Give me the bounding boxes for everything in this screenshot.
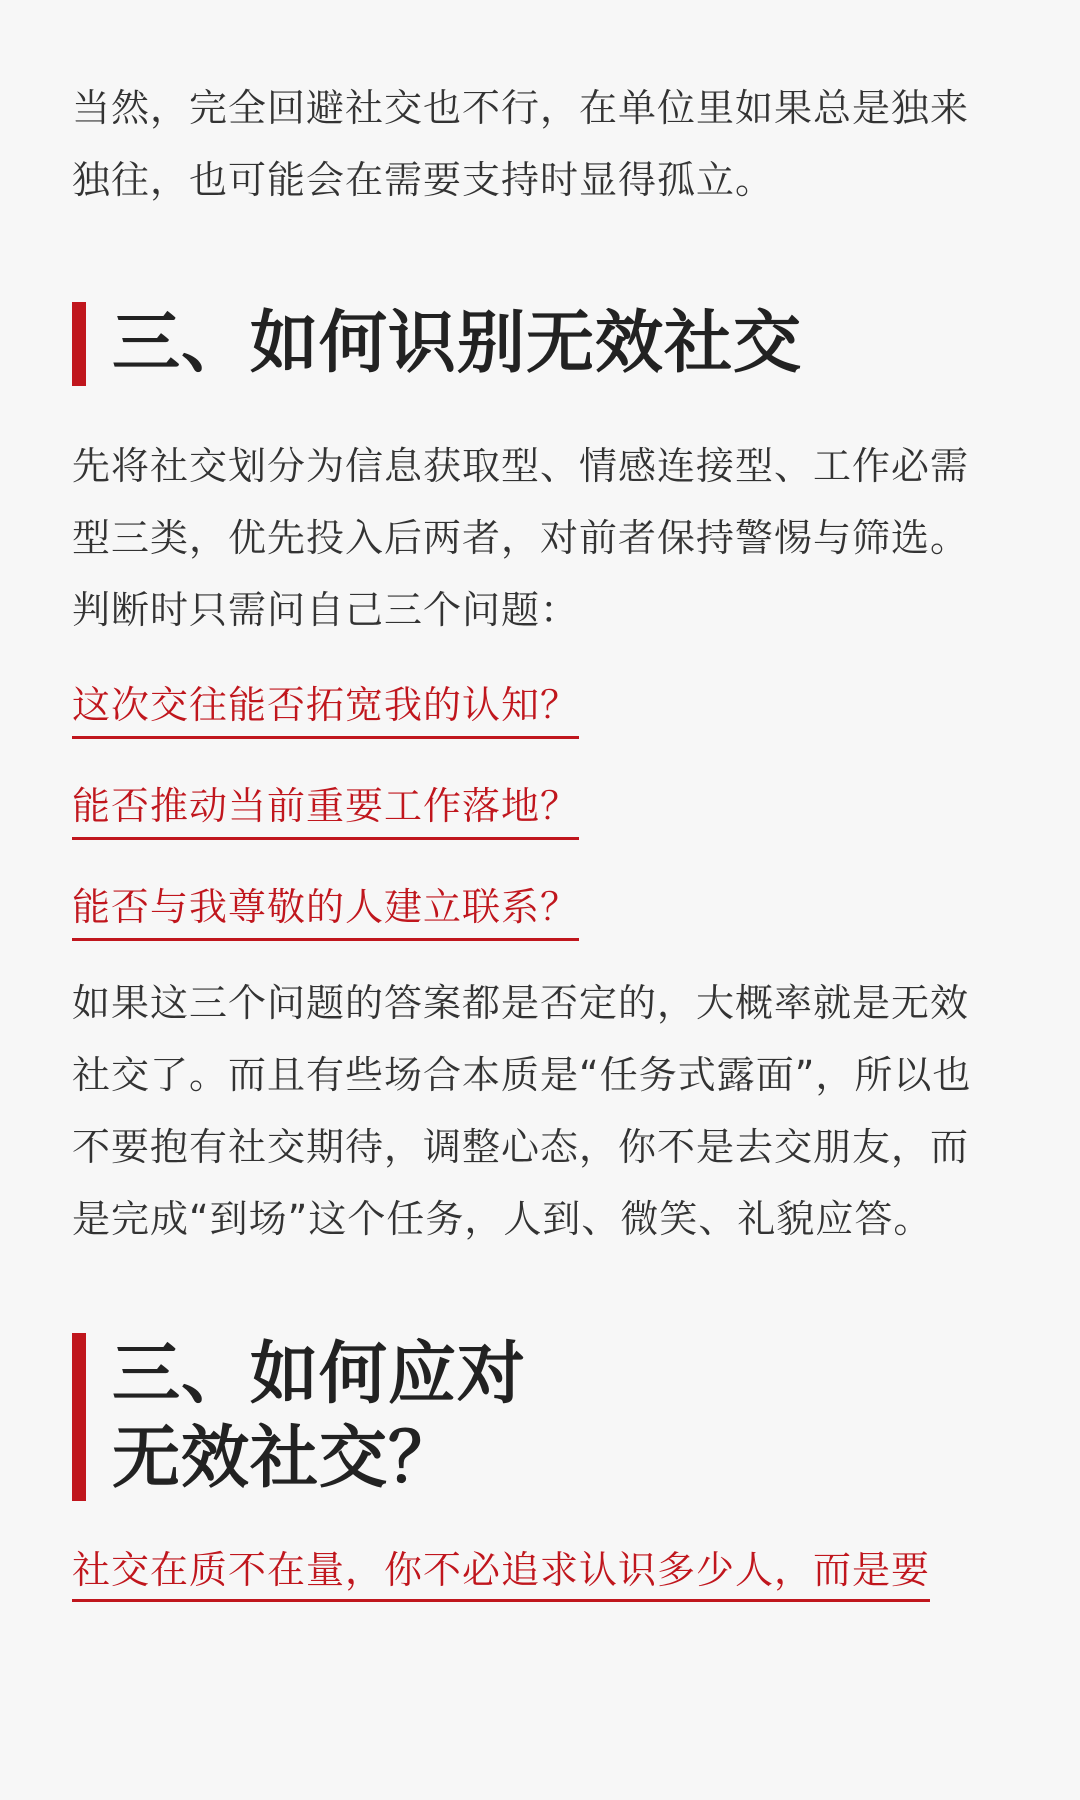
heading-accent-bar <box>72 1333 86 1501</box>
highlight-sentence: 社交在质不在量，你不必追求认识多少人，而是要 <box>72 1541 930 1602</box>
heading-line-1: 三、如何应对 <box>112 1335 527 1414</box>
section-heading-respond <box>72 1333 1004 1501</box>
heading-title <box>112 1333 526 1501</box>
question-item <box>72 676 1004 777</box>
question-item <box>72 777 1004 878</box>
question-2: 能否推动当前重要工作落地？ <box>72 777 579 840</box>
section-heading-identify <box>72 302 1004 386</box>
question-item <box>72 878 1004 979</box>
conclusion-paragraph: 如果这三个问题的答案都是否定的，大概率就是无效社交了。而且有些场合本质是“任务式露面”，所以也不要抱有社交期待，调整心态，你不是去交朋友，而是完成“到场”这个任务，人到、微笑、礼貌应答。 <box>72 981 972 1241</box>
question-3: 能否与我尊敬的人建立联系？ <box>72 878 579 941</box>
heading-title: 三、如何识别无效社交 <box>112 304 803 383</box>
question-list <box>72 676 1004 979</box>
heading-accent-bar <box>72 302 86 386</box>
classify-paragraph: 先将社交划分为信息获取型、情感连接型、工作必需型三类，优先投入后两者，对前者保持警惕与筛选。判断时只需问自己三个问题： <box>72 444 970 632</box>
heading-line-2: 无效社交？ <box>112 1419 458 1498</box>
question-1: 这次交往能否拓宽我的认知？ <box>72 676 579 739</box>
intro-paragraph: 当然，完全回避社交也不行，在单位里如果总是独来独往，也可能会在需要支持时显得孤立。 <box>72 86 970 202</box>
